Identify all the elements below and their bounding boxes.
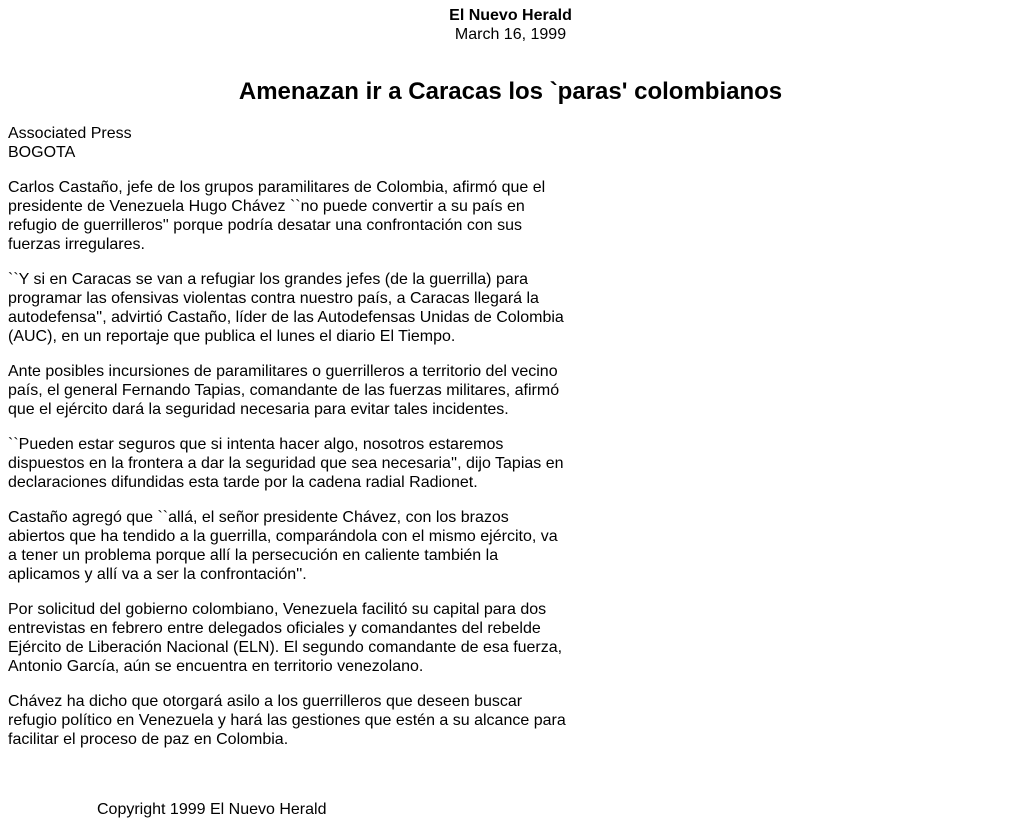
masthead — [0, 6, 1021, 44]
article-paragraph-5: Castaño agregó que ``allá, el señor presidente Chávez, con los brazos abiertos que ha tendido a la guerrilla, comparándola con el mismo ejército, va a tener un problema porque allí la persecución en caliente también la aplicamos y allí va a ser la confrontación''. — [8, 509, 558, 583]
dateline: BOGOTA — [8, 144, 76, 161]
article-paragraph-7: Chávez ha dicho que otorgará asilo a los guerrilleros que deseen buscar refugio político en Venezuela y hará las gestiones que estén a su alcance para facilitar el proceso de paz en Colombia. — [8, 693, 566, 748]
article-paragraph-6: Por solicitud del gobierno colombiano, Venezuela facilitó su capital para dos entrevistas en febrero entre delegados oficiales y comandantes del rebelde Ejército de Liberación Nacional (ELN). El segundo comandante de esa fuerza, Antonio García, aún se encuentra en territorio venezolano. — [8, 601, 563, 675]
article-paragraph-4: ``Pueden estar seguros que si intenta hacer algo, nosotros estaremos dispuestos en la frontera a dar la seguridad que sea necesaria'', dijo Tapias en declaraciones difundidas esta tarde por la cadena radial Radionet. — [8, 436, 564, 491]
byline — [8, 124, 132, 162]
publication-date: March 16, 1999 — [454, 26, 567, 43]
news-agency: Associated Press — [8, 125, 132, 142]
article-paragraph-2: ``Y si en Caracas se van a refugiar los grandes jefes (de la guerrilla) para programar las ofensivas violentas contra nuestro país, a Caracas llegará la autodefensa'', advirtió Castaño, líder de las Autodefensas Unidas de Colombia (AUC), en un reportaje que publica el lunes el diario El Tiempo. — [8, 271, 564, 345]
article-body — [8, 178, 568, 765]
publication-name: El Nuevo Herald — [449, 7, 572, 24]
article-paragraph-3: Ante posibles incursiones de paramilitares o guerrilleros a territorio del vecino país, el general Fernando Tapias, comandante de las fuerzas militares, afirmó que el ejército dará la seguridad necesaria para evitar tales incidentes. — [8, 363, 560, 418]
article-headline: Amenazan ir a Caracas los `paras' colombianos — [238, 78, 783, 105]
article-paragraph-1: Carlos Castaño, jefe de los grupos paramilitares de Colombia, afirmó que el presidente de Venezuela Hugo Chávez ``no puede convertir a su país en refugio de guerrilleros'' porque podría desatar una confrontación con sus fuerzas irregulares. — [8, 179, 546, 253]
copyright-notice: Copyright 1999 El Nuevo Herald — [97, 801, 327, 818]
